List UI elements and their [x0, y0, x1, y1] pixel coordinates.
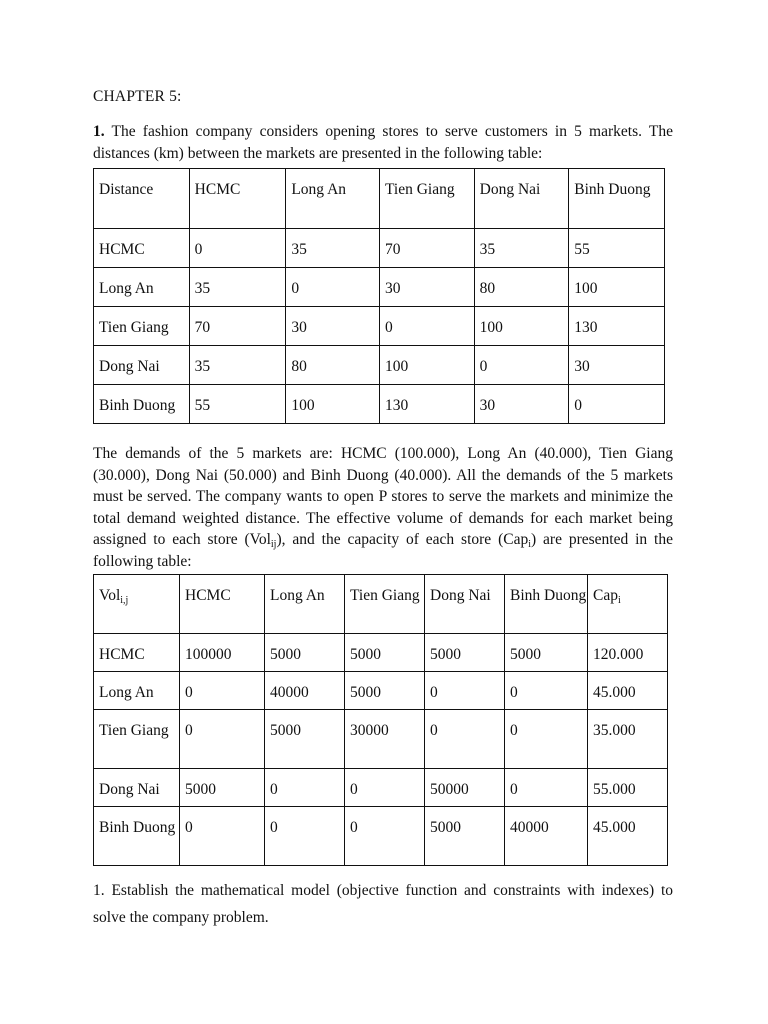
table-cell: 0	[265, 769, 345, 807]
table-cell: 0	[505, 769, 588, 807]
cap-col-header	[588, 575, 668, 634]
volume-col-header: Binh Duong	[505, 575, 588, 634]
row-label: Dong Nai	[94, 346, 190, 385]
table-cell: 55	[569, 229, 665, 268]
cap-cell: 45.000	[588, 672, 668, 710]
distance-col-header: Binh Duong	[569, 169, 665, 229]
table-cell: 0	[425, 672, 505, 710]
distance-table	[93, 168, 665, 424]
row-label: Tien Giang	[94, 307, 190, 346]
demand-text-part3: ) are presented in the following table:	[93, 531, 673, 570]
table-cell: 130	[379, 385, 474, 424]
table-cell: 5000	[265, 710, 345, 769]
table-cell: 100	[474, 307, 569, 346]
table-cell: 30	[379, 268, 474, 307]
distance-col-header: Dong Nai	[474, 169, 569, 229]
cap-base-text: Cap	[593, 587, 618, 604]
cap-cell: 55.000	[588, 769, 668, 807]
table-cell: 0	[379, 307, 474, 346]
cap-subscript: i	[528, 539, 531, 550]
table-row	[94, 769, 668, 807]
table-cell: 35	[189, 268, 286, 307]
table-cell: 80	[286, 346, 380, 385]
table-cell: 5000	[505, 634, 588, 672]
distance-corner-cell: Distance	[94, 169, 190, 229]
row-label: HCMC	[94, 229, 190, 268]
table-cell: 35	[286, 229, 380, 268]
table-cell: 5000	[180, 769, 265, 807]
table-cell: 55	[189, 385, 286, 424]
table-cell: 80	[474, 268, 569, 307]
row-label: Long An	[94, 268, 190, 307]
corner-base-text: Vol	[99, 587, 121, 604]
table-cell: 0	[345, 807, 425, 866]
table-cell: 130	[569, 307, 665, 346]
volume-col-header: HCMC	[180, 575, 265, 634]
problem-intro-text: The fashion company considers opening stores to serve customers in 5 markets. The distances (km) between the markets are presented in the following table:	[93, 123, 673, 162]
table-cell: 50000	[425, 769, 505, 807]
table-cell: 30000	[345, 710, 425, 769]
table-cell: 5000	[425, 634, 505, 672]
table-row	[94, 268, 665, 307]
table-row	[94, 710, 668, 769]
chapter-title: CHAPTER 5:	[93, 88, 182, 105]
cap-cell: 120.000	[588, 634, 668, 672]
demand-paragraph	[93, 443, 673, 572]
row-label: Long An	[94, 672, 180, 710]
table-cell: 0	[425, 710, 505, 769]
table-cell: 0	[286, 268, 380, 307]
cap-cell: 35.000	[588, 710, 668, 769]
table-cell: 0	[505, 710, 588, 769]
distance-col-header: HCMC	[189, 169, 286, 229]
table-cell: 70	[379, 229, 474, 268]
demand-text-part2: ), and the capacity of each store (Cap	[276, 531, 529, 548]
table-row	[94, 807, 668, 866]
table-cell: 0	[505, 672, 588, 710]
row-label: Dong Nai	[94, 769, 180, 807]
problem-intro	[93, 121, 673, 164]
cap-cell: 45.000	[588, 807, 668, 866]
table-cell: 5000	[265, 634, 345, 672]
volume-col-header: Tien Giang	[345, 575, 425, 634]
question-1: 1. Establish the mathematical model (objective function and constraints with indexes) to solve the company problem.	[93, 882, 673, 926]
volume-table	[93, 574, 668, 866]
table-cell: 0	[345, 769, 425, 807]
table-cell: 5000	[345, 634, 425, 672]
distance-col-header: Long An	[286, 169, 380, 229]
row-label: Binh Duong	[94, 385, 190, 424]
table-row	[94, 307, 665, 346]
demand-text-part1: The demands of the 5 markets are: HCMC (100.000), Long An (40.000), Tien Giang (30.000), Dong Nai (50.000) and Binh Duong (40.000). All the demands of the 5 markets must be served. The company wants to open P stores to serve the markets and minimize the total demand weighted distance. The effective volume of demands for each market being assigned to each store (Vol	[93, 445, 673, 548]
distance-col-header: Tien Giang	[379, 169, 474, 229]
table-cell: 100000	[180, 634, 265, 672]
vol-subscript: ij	[270, 539, 277, 550]
table-row	[94, 346, 665, 385]
table-cell: 0	[180, 672, 265, 710]
table-cell: 30	[286, 307, 380, 346]
table-row	[94, 229, 665, 268]
table-cell: 35	[474, 229, 569, 268]
table-cell: 35	[189, 346, 286, 385]
table-cell: 0	[474, 346, 569, 385]
table-cell: 0	[180, 807, 265, 866]
table-cell: 0	[180, 710, 265, 769]
row-label: Tien Giang	[94, 710, 180, 769]
corner-subscript: i,j	[120, 595, 129, 606]
volume-col-header: Dong Nai	[425, 575, 505, 634]
volume-col-header: Long An	[265, 575, 345, 634]
table-cell: 100	[569, 268, 665, 307]
table-cell: 40000	[265, 672, 345, 710]
table-cell: 5000	[425, 807, 505, 866]
table-cell: 30	[474, 385, 569, 424]
table-cell: 0	[189, 229, 286, 268]
volume-corner-cell	[94, 575, 180, 634]
table-cell: 40000	[505, 807, 588, 866]
problem-number: 1.	[93, 123, 105, 140]
table-cell: 70	[189, 307, 286, 346]
table-cell: 30	[569, 346, 665, 385]
row-label: Binh Duong	[94, 807, 180, 866]
table-cell: 0	[569, 385, 665, 424]
table-cell: 100	[286, 385, 380, 424]
table-row	[94, 672, 668, 710]
distance-header-row	[94, 169, 665, 229]
table-row	[94, 634, 668, 672]
table-cell: 0	[265, 807, 345, 866]
table-cell: 100	[379, 346, 474, 385]
table-row	[94, 385, 665, 424]
volume-header-row	[94, 575, 668, 634]
cap-header-subscript: i	[617, 595, 621, 606]
table-cell: 5000	[345, 672, 425, 710]
row-label: HCMC	[94, 634, 180, 672]
